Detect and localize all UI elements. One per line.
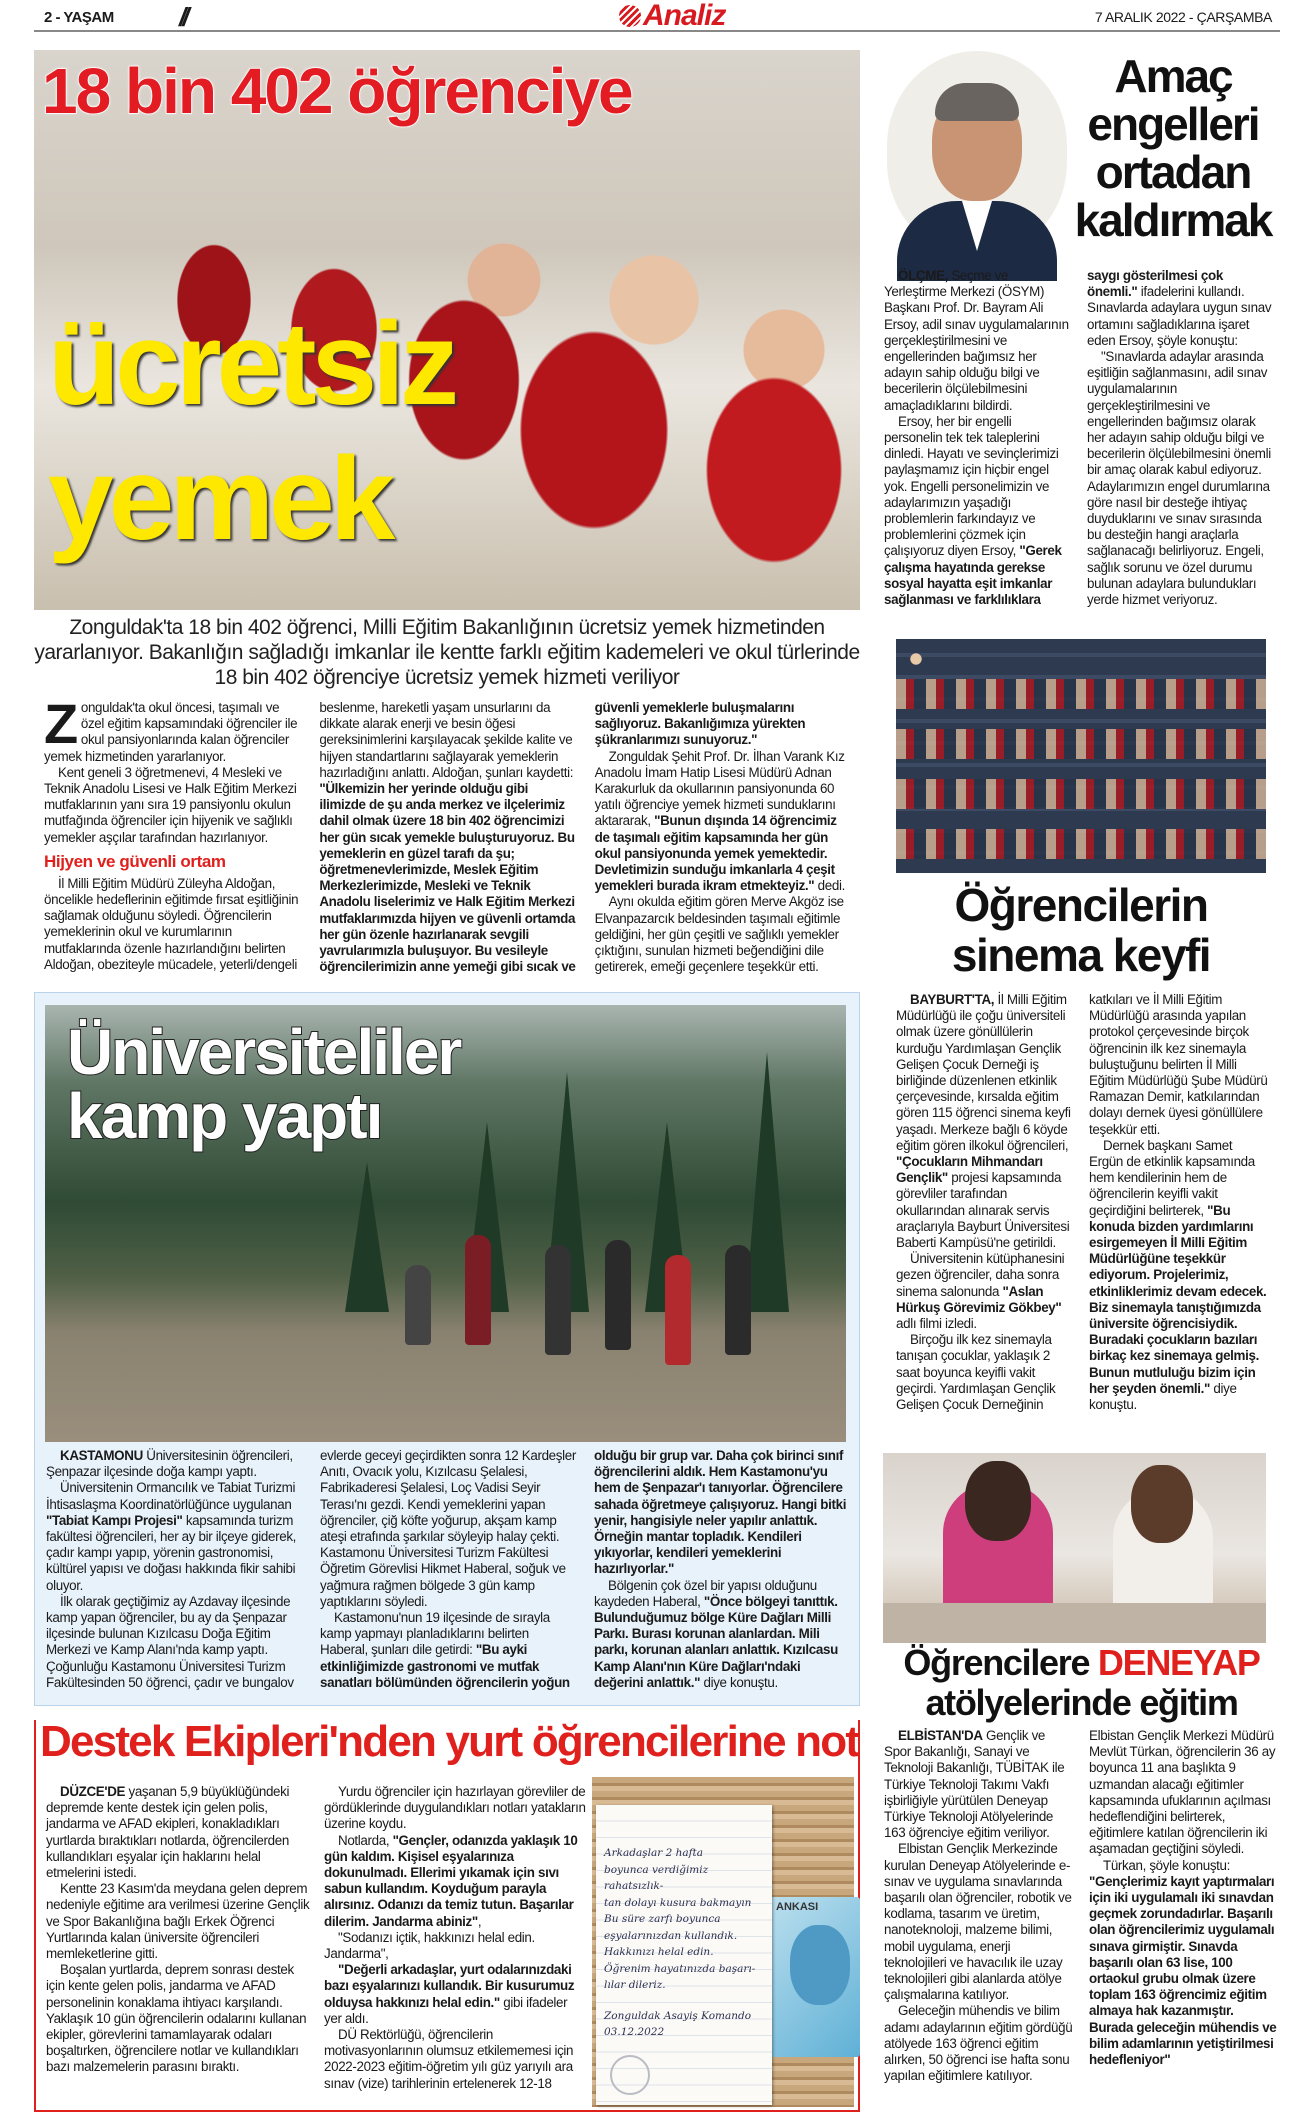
bold-text: "Bu konuda bizden yardımlarını esirgemeyen İl Milli Eğitim Müdürlüğüne teşekkür ediyorum. Projelerimiz, etkinliklerimiz devam edecek. Biz sinemayla tanıştığımızda üniversite öğrencisiydik. Buradaki çocukların bazıları birkaç kez sinemaya gelmiş. Bunun mutluluğu bizim için her şeyden önemli.": [1089, 1202, 1267, 1396]
text-run: Ersoy, her bir engelli personelin tek tek taleplerini dinledi. Hayatı ve sevinçlerimizi paylaşmamız için hiçbir engel yok. Engelli personelimizin ve adaylarımızın yaşadığı problemlerin farkındayız ve problemlerini çözmek için çalışıyoruz diyen Ersoy,: [884, 413, 1059, 559]
forest-hike-photo: [45, 1005, 846, 1442]
note-date: 03.12.2022: [604, 2026, 665, 2038]
text-run: Türkan, şöyle konuştu:: [1103, 1857, 1231, 1873]
paragraph: [324, 1930, 588, 1962]
bold-text: "Değerli arkadaşlar, yurt odalarınızdaki bazı eşyalarınızı kullandık. Bir kusurumuz olduysa hakkınızı helal edin.": [324, 1962, 575, 2010]
text-run: kapsamında turizm fakültesi öğrencileri, her ay bir ilçeye giderek, çadır kampı yapıp, yörenin gastronomisi, kültürel yapısı ve doğası hakkında fikir sahibi oluyor.: [46, 1512, 297, 1593]
headline-line3: yemek: [48, 433, 391, 565]
deneyap-article-body: [884, 1728, 1280, 2128]
bold-text: "Gençlerimiz kayıt yaptırmaları için iki uygulamalı iki sınavdan geçmek zorundadırlar. Başarılı olan öğrencilerimiz uygulamalı sınava girmiştir. Sınavda başarılı olan 63 lise, 100 ortaokul grubu olmak üzere toplam 163 öğrencimiz eğitim almaya hak kazanmıştır. Burada geleceğin mühendis ve bilim adamlarının yetiştirilmesi hedefleniyor": [1089, 1873, 1277, 2068]
ersoy-article-body: [884, 268, 1276, 630]
deneyap-article-headline: [883, 1643, 1280, 1723]
ersoy-portrait-photo: [887, 51, 1067, 257]
text-run: "Sodanızı içtik, hakkınızı helal edin. Jandarma",: [324, 1929, 535, 1962]
bold-text: ELBİSTAN'DA: [898, 1728, 983, 1743]
text-run: Yurdu öğrenciler için hazırlayan görevliler de gördüklerinde duygulandıkları notları yatakların üzerine koydu.: [324, 1784, 586, 1832]
text-run: yaşanan 5,9 büyüklüğündeki depremde kente destek için gelen polis, jandarma ve AFAD ekipleri, konakladıkları yurtlarda bıraktıkları notlarda, öğrencilerden kullandıkları eşyalar için haklarını helal etmelerini istedi.: [46, 1784, 290, 1881]
cinema-audience-photo: [896, 639, 1266, 873]
bold-text: BAYBURT'TA,: [910, 992, 995, 1007]
text-run: Üniversitenin kütüphanesini gezen öğrenciler, daha sonra sinema salonunda: [896, 1251, 1065, 1299]
text-run: İl Milli Eğitim Müdürü Züleyha Aldoğan, öncelikle hedeflerinin eğitimde fırsat eşitliğinin sağlamak olduğunu söyledi. Öğrencilerin yemeklerinin okul ve kurumlarının mutfaklarında özenle hazırlandığını belirten Aldoğan, obeziteyle mücadele, yeterli/dengeli beslenme, hareketli yaşam unsurlarını da dikkate alarak enerji ve besin öğesi gereksinimlerini karşılayacak şekilde kalite ve hijyen standartlarını sağlayarak yemeklerin hazırladığını anlattı. Aldoğan, şunları kaydetti:: [44, 700, 574, 972]
drop-cap: Z: [44, 692, 78, 755]
note-line: Hakkınızı helal edin.: [604, 1946, 714, 1958]
text-run: İlk olarak geçtiğimiz ay Azdavay ilçesinde kamp yapan öğrenciler, bu ay da Şenpazar ilçesinde bulunan Kızılcasu Doğa Eğitim Merkezi ve Kamp Alanı'nda kamp yaptı. Çoğunluğu Kastamonu Üniversitesi Turizm Fakültesinden 50 öğrenci, çadır ve bungalov evlerde geceyi geçirdikten sonra 12 Kardeşler Anıtı, Ovacık yolu, Kızılcasu Şelalesi, Fabrikaderesi Şelalesi, Loç Vadisi Seyir Terası'nı gezdi. Kendi yemeklerini yapan öğrenciler, çiğ köfte yoğurup, akşam kamp ateşi etrafında şarkılar söyleyip halay çekti. Kastamonu Üniversitesi Turizm Fakültesi Öğretim Görevlisi Hikmet Haberal, soğuk ve yağmura rağmen bölgede 3 gün kamp yaptıklarını söyledi.: [46, 1448, 576, 1690]
text-run: dedi.: [814, 878, 845, 894]
text-run: Kent geneli 3 öğretmenevi, 4 Mesleki ve Teknik Anadolu Lisesi ve Halk Eğitim Merkezi mutfaklarının yanı sıra 19 pansiyonlu okulun mutfağında öğrenciler için hijyenik ve sağlıklı yemekler aşçılar tarafından hazırlanıyor.: [44, 764, 297, 845]
bold-text: "Aslan Hürkuş Görevimiz Gökbey": [896, 1283, 1062, 1315]
bold-text: "Ülkemizin her yerinde olduğu gibi ilimizde de şu anda merkez ve ilçelerimiz dahil olmak üzere 18 bin 402 öğrencimizi her gün sıcak yemekle buluşturuyoruz. Bu yemeklerin en güzel tarafı da şu; öğretmenevlerimizde, Meslek Eğitim Merkezlerimizde, Mesleki ve Teknik Anadolu liselerimiz ve Halk Eğitim Merkezi mutfaklarımızda hijyen ve güvenli ortamda her gün özenle hazırlanarak sevgili yavrularımızla buluşuyor. Bu vesileyle öğrencilerimizin anne yemeği gibi sıcak ve güvenli yemeklerle buluşmalarını sağlıyoruz. Bakanlığımıza yürekten şükranlarımızı sunuyoruz.": [319, 700, 806, 975]
note-line: tan dolayı kusura bakmayın: [604, 1896, 752, 1909]
text-run: Kentte 23 Kasım'da meydana gelen deprem nedeniyle eğitime ara verilmesi üzerine Gençlik ve Spor Bakanlığına bağlı Erkek Öğrenci Yurtlarında kalan üniversite öğrencileri memleketlerine gitti.: [46, 1881, 310, 1962]
note-line: boyunca verdiğimiz rahatsızlık-: [604, 1863, 709, 1892]
paragraph: [46, 1448, 302, 1480]
paragraph: [896, 1251, 1075, 1332]
note-line: Öğrenim hayatınızda başarı-: [604, 1962, 756, 1975]
paragraph: [324, 1833, 588, 1930]
note-line: eşyalarınızdan kullandık.: [604, 1929, 738, 1942]
text-run: Seçme ve Yerleştirme Merkezi (ÖSYM) Başkanı Prof. Dr. Bayram Ali Ersoy, adil sınav uygulamalarının gerçekleştirilmesini ve engellerinden bağımsız her adayın sahip olduğu bilgi ve becerilerin ölçülebilmesini amaçladıklarını bildirdi.: [884, 268, 1069, 413]
note-line: lılar dileriz.: [604, 1979, 666, 1991]
newspaper-logo: [619, 0, 725, 32]
main-article-subtitle: Zonguldak'ta 18 bin 402 öğrenci, Milli Eğitim Bakanlığının ücretsiz yemek hizmetinden yararlanıyor. Bakanlığın sağladığı imkanlar ile kentte farklı eğitim kademeleri ve okul türlerinde 18 bin 402 öğrenciye ücretsiz yemek hizmeti veriliyor: [34, 616, 860, 689]
paragraph: [595, 894, 852, 975]
workshop-students-photo: [883, 1453, 1266, 1638]
text-run: onguldak'ta okul öncesi, taşımalı ve özel eğitim kapsamındaki öğrenciler ile okul pansiyonlarında kalan öğrenciler yemek hizmetinden yararlanıyor.: [44, 700, 298, 764]
school-lunch-photo: [34, 50, 860, 610]
text-run: gibi ifadeler yer aldı.: [324, 1994, 568, 2026]
subheading: Hijyen ve güvenli ortam: [44, 851, 226, 871]
paragraph: [594, 1578, 850, 1691]
text-run: Dernek başkanı Samet Ergün de etkinlik kapsamında hem kendilerinin hem de öğrencilerin keyifli vakit geçirdiğini belirterek,: [1089, 1137, 1255, 1218]
paragraph: [324, 1962, 588, 2027]
paragraph: [1089, 1874, 1280, 2068]
text-run: Birçoğu ilk kez sinemayla tanışan çocuklar, yaklaşık 2 saat boyunca keyifli vakit geçirdi. Yardımlaşan Gençlik Gelişen Çocuk Derneğinin katkıları ve İl Milli Eğitim Müdürlüğü arasında yapılan protokol çerçevesinde birçok öğrencinin ilk kez sinemayla buluştuğunu belirten İl Milli Eğitim Müdürlüğü Şube Müdürü Ramazan Demir, katkılarından dolayı dernek üyesi gönüllülere teşekkür etti.: [896, 992, 1268, 1413]
logo-text: Analiz: [643, 0, 726, 32]
paragraph: [46, 1480, 302, 1593]
handwritten-note: [596, 1805, 772, 2105]
paragraph: [595, 749, 852, 895]
bold-text: "Çocukların Mihmandarı Gençlik": [896, 1154, 1043, 1186]
section-divider-mark: //: [179, 2, 186, 32]
text-run: Gençlik ve Spor Bakanlığı, Sanayi ve Teknoloji Bakanlığı, TÜBİTAK ile Türkiye Teknoloji Takımı Vakfı işbirliğiyle yürütülen Deneyap Türkiye Teknoloji Atölyelerinde 163 öğrenciye eğitim veriliyor.: [884, 1728, 1065, 1841]
text-run: Zonguldak Şehit Prof. Dr. İlhan Varank Kız Anadolu İmam Hatip Lisesi Müdürü Adnan Karakurluk da okullarının pansiyonunda 60 yatılı öğrenciye yemek hizmeti sunduklarını aktararak,: [594, 748, 845, 829]
paragraph: [46, 1881, 310, 1962]
paragraph: [324, 1784, 588, 1833]
paragraph: [1087, 349, 1276, 608]
text-run: Geleceğin mühendis ve bilim adamı adaylarının eğitim gördüğü atölyede 163 öğrenci eğitim alırken, 50 öğrenci ise hafta sonu yapılan eğitimlere katılıyor. Elbistan Gençlik Merkezi Müdürü Mevlüt Türkan, öğrencilerin 36 ay boyunca 11 ana başlıkta 9 uzmandan alacağı eğitimler kapsamında ufuklarının açılması hedeflendiğini belirterek, eğitimlere katılan öğrencilerin iki aşamadan geçtiğini söyledi.: [884, 1728, 1276, 2084]
text-run: Bölgenin çok özel bir yapısı olduğunu kaydeden Haberal,: [594, 1577, 817, 1609]
text-run: diye konuştu.: [700, 1674, 778, 1690]
logo-swirl-icon: [619, 5, 641, 27]
paragraph: [46, 1962, 310, 2075]
bold-text: ÖLÇME,: [898, 268, 948, 283]
bold-text: "Tabiat Kampı Projesi": [46, 1512, 183, 1528]
paragraph: [884, 1841, 1075, 2003]
note-lines: [604, 1845, 766, 1994]
text-run: Aynı okulda eğitim gören Merve Akgöz ise Elvanpazarcık beldesinden taşımalı eğitimle geldiğini, her gün çeşitli ve sağlıklı yemekler çıktığını, sunulan hizmeti beğendiğini dile getirerek, emeği geçenlere teşekkür etti.: [594, 894, 844, 975]
headline-line2: ücretsiz: [48, 298, 454, 430]
stamp-seal-icon: [610, 2055, 650, 2095]
text-run: Boşalan yurtlarda, deprem sonrası destek için kente gelen polis, jandarma ve AFAD personelinin konaklama ihtiyacı karşılandı. Yaklaşık 10 gün öğrencilerin odalarını kullanan ekipler, görevlerini tamamlayarak odaları boşaltırken, öğrencilere notlar ve kullandıkları bazı malzemelerin parasını bıraktı.: [46, 1962, 307, 2075]
main-article-body: [44, 692, 852, 982]
headline-line1: 18 bin 402 öğrenciye: [42, 55, 632, 127]
page-header: [34, 0, 1280, 32]
cinema-article-headline: Öğrencilerin sinema keyfi: [951, 879, 1211, 981]
paragraph: [44, 692, 301, 765]
camp-headline-line1: Üniversiteliler: [67, 1016, 461, 1088]
text-run: ,: [477, 1913, 482, 1929]
text-run: Elbistan Gençlik Merkezinde kurulan Deneyap Atölyelerinde e-sınav ve uygulama sınavlarında başarılı olan öğrenciler, robotik ve kodlama, tasarım ve üretim, nanoteknoloji, malzeme bilimi, mobil uygulama, enerji teknolojileri ve havacılık ile uzay teknolojileri gibi alanlarda atölye çalışmalarına katılıyor.: [884, 1841, 1072, 2003]
cinema-article-body: [896, 992, 1268, 1444]
handwritten-note-photo: [592, 1777, 854, 2107]
support-teams-article-body: [46, 1784, 588, 2106]
headline-part: Öğrencilere: [903, 1642, 1090, 1683]
note-line: Bu süre zarfı boyunca: [604, 1913, 721, 1925]
paragraph: [44, 765, 301, 846]
text-run: Kastamonu'nun 19 ilçesinde de sırayla kamp yapmayı planladıklarını belirten Haberal, şunları dile getirdi:: [320, 1610, 550, 1658]
text-run: projesi kapsamında görevliler tarafından okullarından alınarak servis araçlarıyla Bayburt Üniversitesi Baberti Kampüsü'ne getirildi.: [896, 1170, 1070, 1251]
text-run: Notlarda,: [338, 1832, 393, 1848]
text-run: ifadelerini kullandı. Sınavlarda adaylara uygun sınav ortamını sağladıklarına işaret eden Ersoy, şöyle konuştu:: [1087, 284, 1272, 348]
support-teams-headline: Destek Ekipleri'nden yurt öğrencilerine not: [40, 1717, 859, 1766]
paragraph: [1089, 1138, 1268, 1413]
text-run: adlı filmi izledi.: [896, 1316, 977, 1332]
text-run: Üniversitenin Ormancılık ve Tabiat Turizmi İhtisaslaşma Koordinatörlüğünce uygulanan: [46, 1480, 296, 1512]
text-run: Üniversitesinin öğrencileri, Şenpazar ilçesinde doğa kampı yaptı.: [46, 1448, 293, 1480]
note-signature: Zonguldak Asayiş Komando: [604, 2009, 752, 2022]
paragraph: [884, 268, 1073, 414]
bold-text: "Gerek çalışma hayatında gerekse sosyal hayatta eşit imkanlar sağlanması ve farklılıklara saygı gösterilmesi çok önemli.": [884, 268, 1223, 608]
text-run: "Sınavlarda adaylar arasında eşitliğin sağlanmasını, adil sınav uygulamalarının gerçekleştirilmesini ve engellerinden bağımsız olarak her adayın sahip olduğu bilgi ve becerilerin ölçülebilmesini önemli bir amaç olarak kabul ediyoruz. Adaylarımızın engel durumlarına göre nasıl bir desteğe ihtiyaç duyduklarını ve sınav sırasında bu desteğin hangi araçlarla sağlanacağı belirliyoruz. Engeli, sağlık sorunu ve özel durumu bulunan adaylara bulundukları yerde hizmet veriyoruz.: [1087, 349, 1271, 608]
paragraph: [884, 1728, 1075, 1841]
paragraph: [1089, 1858, 1280, 1874]
paragraph: [46, 1784, 310, 1881]
camp-headline-line2: kamp yaptı: [67, 1080, 382, 1152]
ersoy-article-headline: Amaç engelleri ortadan kaldırmak: [1074, 50, 1272, 246]
paragraph: [896, 992, 1075, 1251]
issue-date: 7 ARALIK 2022 - ÇARŞAMBA: [1094, 9, 1272, 25]
bold-text: "Gençler, odanızda yaklaşık 10 gün kaldım. Kişisel eşyalarınıza dokunulmadı. Ellerimi yıkamak için sıvı sabun kullandım. Koyduğum parayla alırsınız. Odanızı da temiz tutun. Başarılar dilerim. Jandarma abiniz": [324, 1832, 578, 1929]
bold-text: "Bu ayki etkinliğimizde gastronomi ve mutfak sanatları bölümünden öğrencilerin yoğun olduğu bir grup var. Daha çok birinci sınıf öğrencilerini aldık. Hem Kastamonu'yu hem de Şenpazar'ı tanıyorlar. Öğrencilere sahada öğretmeye çalışıyoruz. Hangi bitki yenir, hangisiyle neler yapılır anlattık. Örneğin mantar topladık. Kendileri yıkıyorlar, kendileri yemeklerini hazırlıyorlar.": [320, 1448, 847, 1690]
text-run: DÜ Rektörlüğü, öğrencilerin motivasyonlarının olumsuz etkilememesi için 2022-2023 eğitim-öğretim yılı güz yarıyılı ara sınav (vize) tarihlerinin ertelenerek 12-18: [324, 2027, 574, 2091]
bold-text: "Bunun dışında 14 öğrencimiz de taşımalı eğitim kapsamında her gün okul pansiyonunda yemek yemektedir. Devletimizin sunduğu imkanlarla 4 çeşit yemekleri burada ikram etmekteyiz.": [594, 813, 837, 894]
banknote-image: [760, 1897, 860, 2057]
note-line: Arkadaşlar 2 hafta: [604, 1847, 703, 1859]
bold-text: DÜZCE'DE: [60, 1784, 126, 1799]
camp-article-body: [46, 1448, 850, 1704]
text-run: İl Milli Eğitim Müdürlüğü ile çoğu üniversiteli olmak üzere gönüllülerin kurduğu Yardımlaşan Gençlik Gelişen Çocuk Derneği iş birliğinde düzenlenen etkinlik çerçevesinde, kırsalda eğitim gören 115 öğrenci sinema keyfi yaşadı. Merkeze bağlı 6 köyde eğitim gören ilkokul öğrencileri,: [896, 992, 1071, 1153]
section-label: 2 - YAŞAM: [44, 9, 114, 26]
headline-part: atölyelerinde eğitim: [925, 1682, 1238, 1723]
bold-text: KASTAMONU: [60, 1448, 143, 1463]
banknote-text: ANKASI: [776, 1901, 819, 1913]
text-run: diye konuştu.: [1089, 1380, 1237, 1413]
headline-highlight: DENEYAP: [1097, 1642, 1260, 1683]
bold-text: "Önce bölgeyi tanıttık. Bulunduğumuz bölge Küre Dağları Milli Parkı. Burası korunan alanlardan. Mili parkı, korunan alanları anlattık. Kızılcasu Kamp Alanı'nın Küre Dağları'ndaki değerini anlattık.": [594, 1593, 838, 1690]
